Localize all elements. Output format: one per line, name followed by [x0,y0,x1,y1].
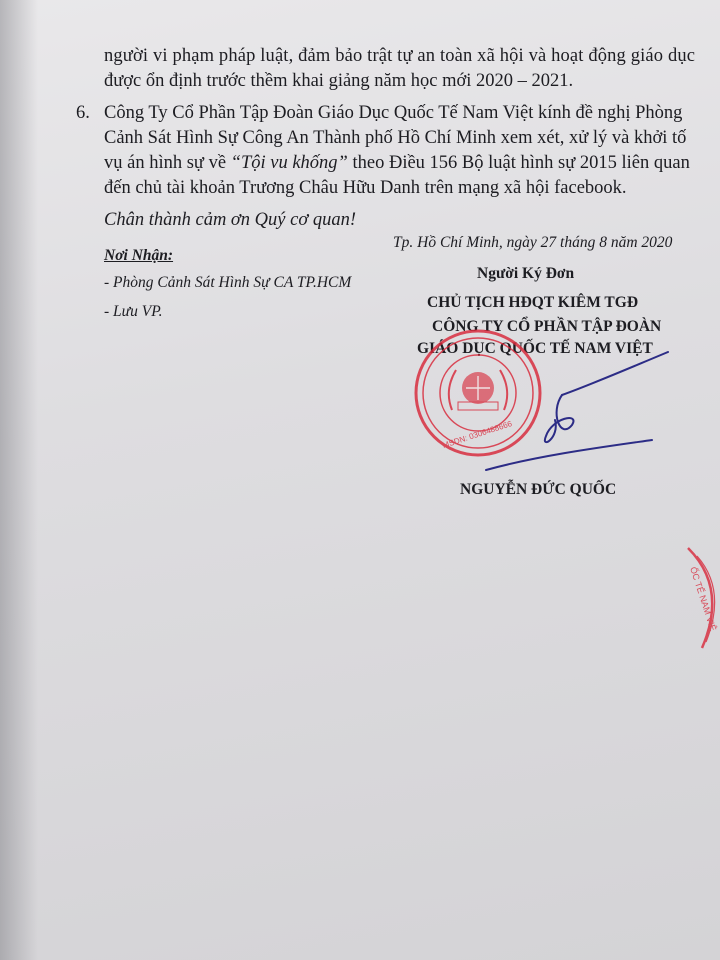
crime-name: “Tội vu khống” [230,153,348,173]
company-seal [416,331,540,455]
svg-text:ỐC TẾ NAM VIỆ: ỐC TẾ NAM VIỆ [688,565,719,633]
closing-line: Chân thành cảm ơn Quý cơ quan! [104,210,356,230]
recipient-1: - Phòng Cảnh Sát Hình Sự CA TP.HCM [104,274,352,291]
signer-name: NGUYỄN ĐỨC QUỐC [460,481,617,498]
company-line-2: GIÁO DỤC QUỐC TẾ NAM VIỆT [417,340,653,357]
signer-label: Người Ký Đơn [477,265,575,282]
body-line-2: được ổn định trước thềm khai giảng năm học mới 2020 – 2021. [104,71,574,91]
item6-line-2: Cảnh Sát Hình Sự Công An Thành phố Hồ Chí Minh xem xét, xử lý và khởi tố [104,128,687,148]
company-line-1: CÔNG TY CỔ PHẦN TẬP ĐOÀN [432,318,662,335]
item6-line-3c: theo Điều 156 Bộ luật hình sự 2015 liên quan [347,153,690,173]
item6-line-3a: vụ án hình sự về [104,153,231,173]
body-line-1: người vi phạm pháp luật, đảm bảo trật tự an toàn xã hội và hoạt động giáo dục [104,46,696,66]
list-number: 6. [76,103,90,123]
recipients-heading: Nơi Nhận: [104,247,174,264]
item6-line-1: Công Ty Cổ Phần Tập Đoàn Giáo Dục Quốc Tế Nam Việt kính đề nghị Phòng [104,103,683,123]
svg-text:MSDN: 0306488666: MSDN: 0306488666 [441,419,514,451]
place-date: Tp. Hồ Chí Minh, ngày 27 tháng 8 năm 2020 [393,234,673,251]
item6-line-4: đến chủ tài khoản Trương Châu Hữu Danh trên mạng xã hội facebook. [104,178,627,198]
handwritten-signature [486,352,668,470]
signer-title: CHỦ TỊCH HĐQT KIÊM TGĐ [427,294,639,311]
partial-seal [688,548,719,648]
recipient-2: - Lưu VP. [104,303,163,320]
